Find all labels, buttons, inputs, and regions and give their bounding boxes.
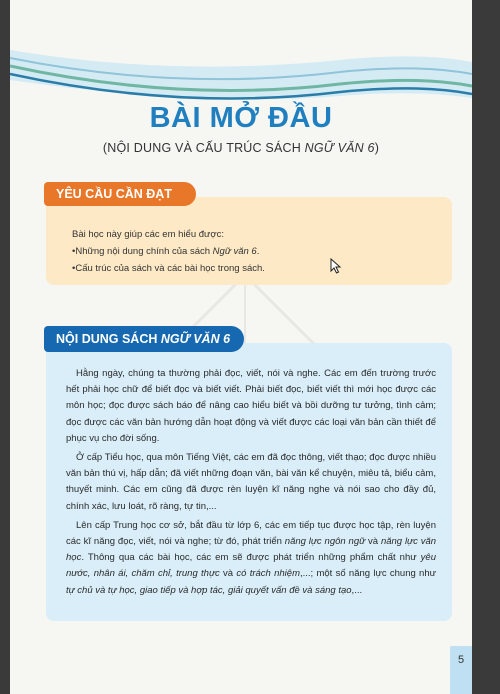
requirements-body [72,226,265,277]
content-body [66,366,436,602]
document-page [10,0,472,694]
requirements-heading: YÊU CẦU CẦN ĐẠT [44,182,196,206]
requirements-intro: Bài học này giúp các em hiểu được: [72,229,225,240]
subtitle-book-title: NGỮ VĂN 6 [304,141,375,155]
subtitle-suffix: ) [374,141,380,155]
header-wave-decoration [10,0,472,110]
mouse-cursor-icon [330,258,342,274]
content-paragraph: Lên cấp Trung học cơ sở, bắt đầu từ lớp 6, các em tiếp tục được học tập, rèn luyện các kĩ năng đọc, viết, nói và nghe; từ đó, phát triển năng lực ngôn ngữ và năng lực văn học. Thông qua các bài học, các em sẽ được phát triển những phẩm chất như yêu nước, nhân ái, chăm chỉ, trung thực và có trách nhiệm,...; một số năng lực chung như tự chủ và tự học, giao tiếp và hợp tác, giải quyết vấn đề và sáng tạo,... [66,519,437,596]
subtitle-prefix: (NỘI DUNG VÀ CẤU TRÚC SÁCH [102,141,305,155]
content-paragraph: Ở cấp Tiểu học, qua môn Tiếng Việt, các em đã đọc thông, viết thạo; đọc được nhiều văn bản thú vị, hấp dẫn; đã viết những đoạn văn, bài văn kể chuyện, miêu tả, biểu cảm, thuyết minh. Các em cũng đã được rèn luyện kĩ năng nghe và nói sao cho đầy đủ, chính xác, lưu loát, rõ ràng, tự tin,... [66,452,436,512]
page-number: 5 [457,654,465,666]
page-subtitle [10,141,472,155]
content-paragraph: Hằng ngày, chúng ta thường phải đọc, viết, nói và nghe. Các em đến trường trước hết phải học chữ để biết đọc và biết viết. Phải biết đọc, biết viết thì mới học được các môn học; đọc được sách báo để nâng cao hiểu biết và bồi dưỡng tư tưởng, tình cảm; đọc được các văn bản hướng dẫn hoạt động và viết được các loại văn bản cần thiết để phục vụ cho đời sống. [66,368,436,444]
page-title: BÀI MỞ ĐẦU [149,102,333,134]
content-heading: NỘI DUNG SÁCH NGỮ VĂN 6 [44,326,244,352]
requirements-item: • Cấu trúc của sách và các bài học trong sách. [72,260,265,277]
requirements-item: • Những nội dung chính của sách Ngữ văn 6. [72,243,265,260]
page-number-tab [450,646,472,694]
